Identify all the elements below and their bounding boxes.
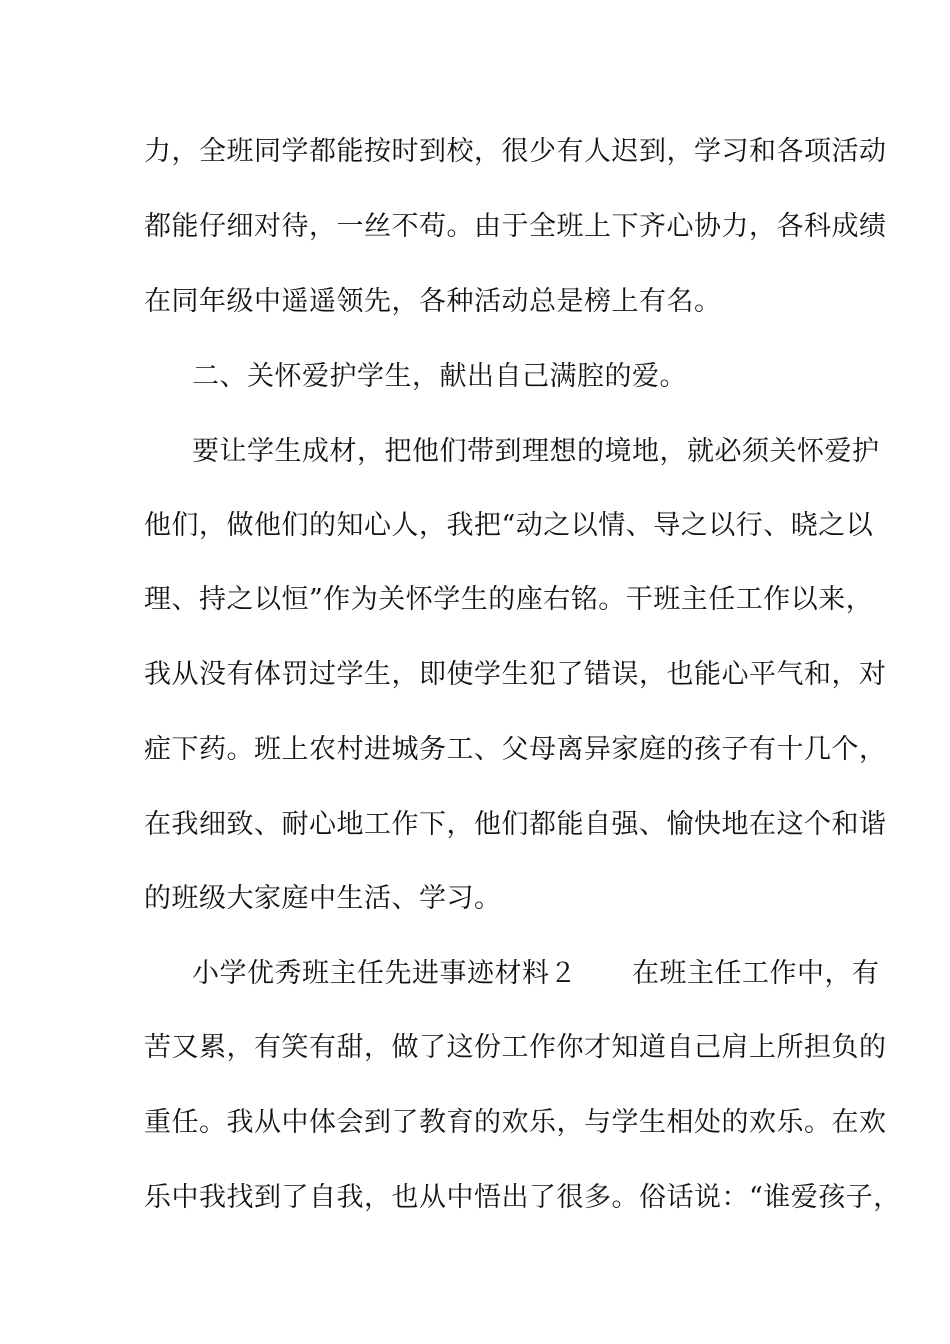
text-line: 要让学生成材，把他们带到理想的境地，就必须关怀爱护: [192, 436, 880, 467]
text-line: 乐中我找到了自我，也从中悟出了很多。俗话说：“谁爱孩子，: [144, 1182, 901, 1213]
text-line: 的班级大家庭中生活、学习。: [144, 883, 502, 914]
text-line: 他们，做他们的知心人，我把“动之以情、导之以行、晓之以: [144, 510, 874, 541]
text-line: 在同年级中遥遥领先，各种活动总是榜上有名。: [144, 286, 722, 317]
section-title-line: 小学优秀班主任先进事迹材料２ 在班主任工作中，有: [192, 958, 880, 989]
text-line: 我从没有体罚过学生，即使学生犯了错误，也能心平气和，对: [144, 659, 887, 690]
text-line: 重任。我从中体会到了教育的欢乐，与学生相处的欢乐。在欢: [144, 1107, 887, 1138]
section-heading: 二、关怀爱护学生，献出自己满腔的爱。: [192, 361, 687, 392]
text-line: 症下药。班上农村进城务工、父母离异家庭的孩子有十几个，: [144, 734, 887, 765]
text-line: 都能仔细对待，一丝不苟。由于全班上下齐心协力，各科成绩: [144, 211, 887, 242]
text-line: 在我细致、耐心地工作下，他们都能自强、愉快地在这个和谐: [144, 809, 887, 840]
text-line: 力，全班同学都能按时到校，很少有人迟到，学习和各项活动: [144, 136, 887, 167]
text-line: 理、持之以恒”作为关怀学生的座右铭。干班主任工作以来，: [144, 584, 874, 615]
text-line: 苦又累，有笑有甜，做了这份工作你才知道自己肩上所担负的: [144, 1032, 887, 1063]
